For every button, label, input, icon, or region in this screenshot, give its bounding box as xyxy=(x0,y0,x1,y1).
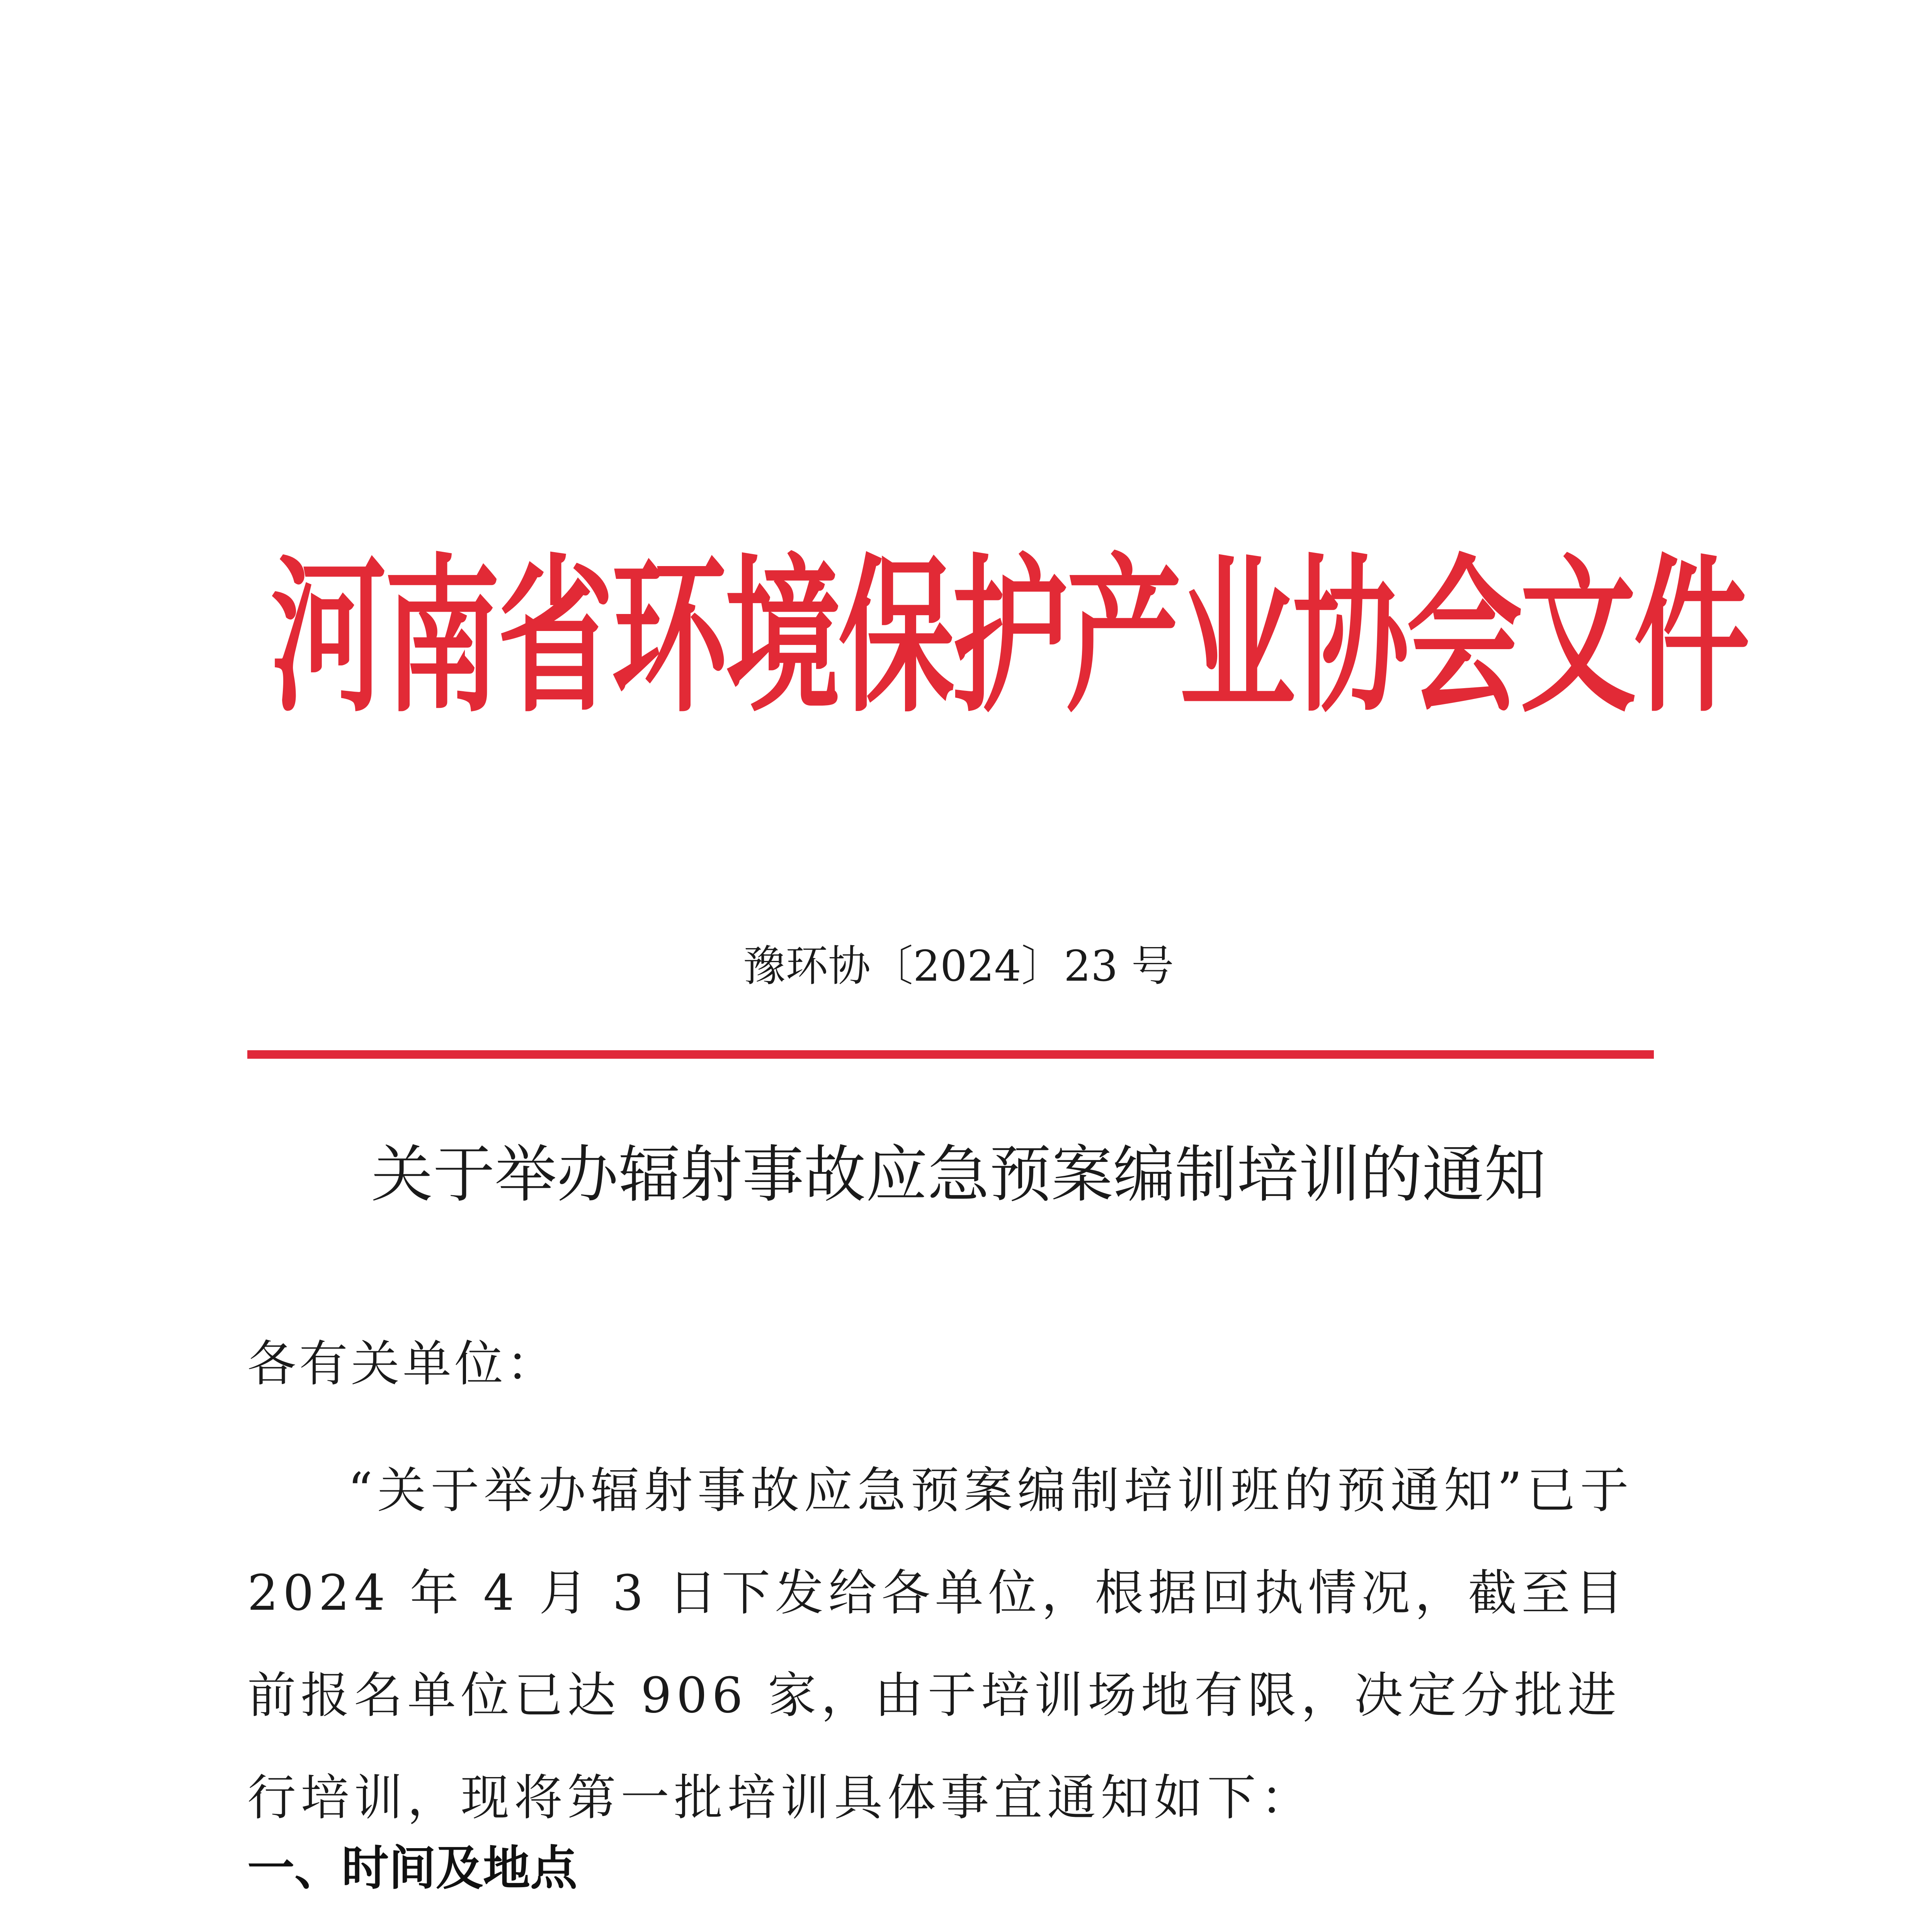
notice-title: 关于举办辐射事故应急预案编制培训的通知 xyxy=(371,1138,1546,1211)
intro-paragraph: “关于举办辐射事故应急预案编制培训班的预通知”已于 2024 年 4 月 3 日下发给各单位，根据回执情况，截至目前报名单位已达 906 家，由于培训场地有限，决定分批进行培训，现将第一批培训具体事宜通知如下： xyxy=(247,1462,1633,1826)
section-heading-time-location: 一、时间及地点 xyxy=(247,1841,577,1896)
org-red-header: 河南省环境保护产业协会文件 xyxy=(270,539,1747,735)
salutation: 各有关单位： xyxy=(247,1335,558,1392)
red-divider-line xyxy=(247,1050,1654,1059)
document-number: 豫环协〔2024〕23 号 xyxy=(743,941,1174,991)
